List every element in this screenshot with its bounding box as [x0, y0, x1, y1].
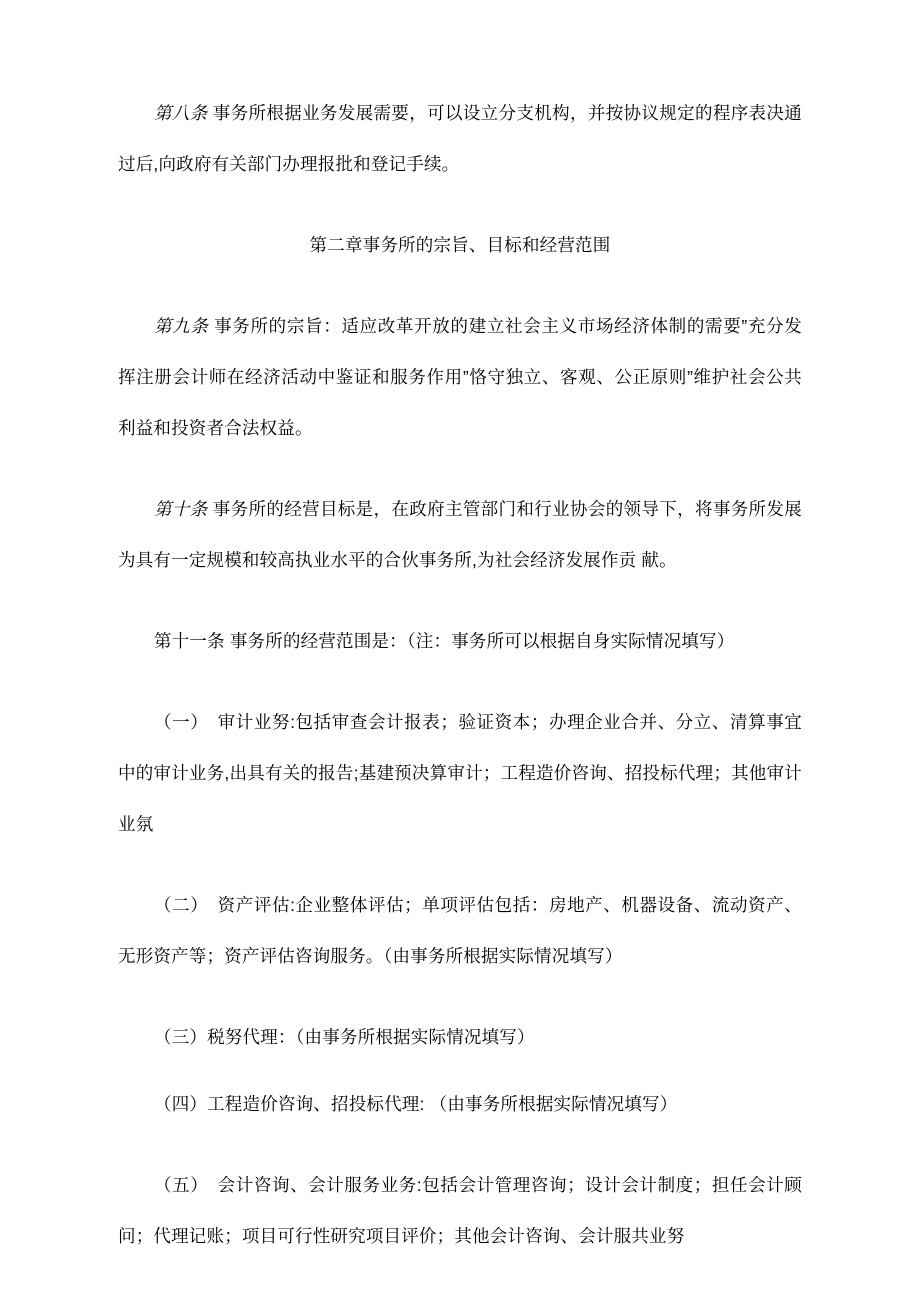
spacer	[118, 667, 802, 697]
article-11-paragraph: 第十一条 事务所的经营范围是：（注：事务所可以根据自身实际情况填写）	[154, 631, 735, 651]
article-8-text: 事务所根据业务发展需要，可以设立分支机构，并按协议规定的程序表决通过后,向政府有关部门办理报批和登记手续。	[118, 103, 802, 174]
article-9-number: 第九条	[154, 316, 209, 336]
scope-item-4: （四）工程造价咨询、招投标代理: （由事务所根据实际情况填写）	[154, 1094, 678, 1114]
document-body	[118, 88, 802, 1262]
article-8-number: 第八条	[154, 103, 208, 123]
spacer	[118, 190, 802, 220]
article-10-text: 事务所的经营目标是，在政府主管部门和行业协会的领导下，将事务所发展为具有一定规模和较高执业水平的合伙事务所,为社会经济发展作贡 献。	[118, 499, 802, 570]
scope-item-5: （五） 会计咨询、会计服务业务:包括会计管理咨询；设计会计制度；担任会计顾问；代理记账；项目可行性研究项目评价；其他会计咨询、会计服共业努	[118, 1175, 802, 1246]
scope-item-3: （三）税努代理：（由事务所根据实际情况填写）	[154, 1027, 535, 1047]
chapter-2-heading: 第二章事务所的宗旨、目标和经营范围	[309, 235, 611, 255]
article-10-number: 第十条	[154, 499, 208, 519]
spacer	[118, 271, 802, 301]
article-9-paragraph	[118, 301, 802, 454]
spacer	[118, 1063, 802, 1079]
scope-item-2: （二） 资产评估:企业整体评估；单项评估包括：房地产、机器设备、流动资产、无形资产等；资产评估咨询服务。（由事务所根据实际情况填写）	[118, 895, 802, 966]
spacer	[118, 586, 802, 616]
spacer	[118, 454, 802, 484]
article-9-text: 事务所的宗旨：适应改革开放的建立社会主义市场经济体制的需要”充分发挥注册会计师在经济活动中鉴证和服务作用”恪守独立、客观、公正原则”维护社会公共利益和投资者合法权益。	[118, 316, 802, 438]
spacer	[118, 982, 802, 1012]
spacer	[118, 1130, 802, 1160]
article-10-paragraph	[118, 484, 802, 586]
spacer	[118, 850, 802, 880]
article-8-paragraph	[118, 88, 802, 190]
scope-item-1: （一） 审计业努:包括审查会计报表；验证资本；办理企业合并、分立、清算事宜中的审计业务,出具有关的报告;基建预决算审计；工程造价咨询、招投标代理；其他审计业氛	[118, 712, 802, 834]
